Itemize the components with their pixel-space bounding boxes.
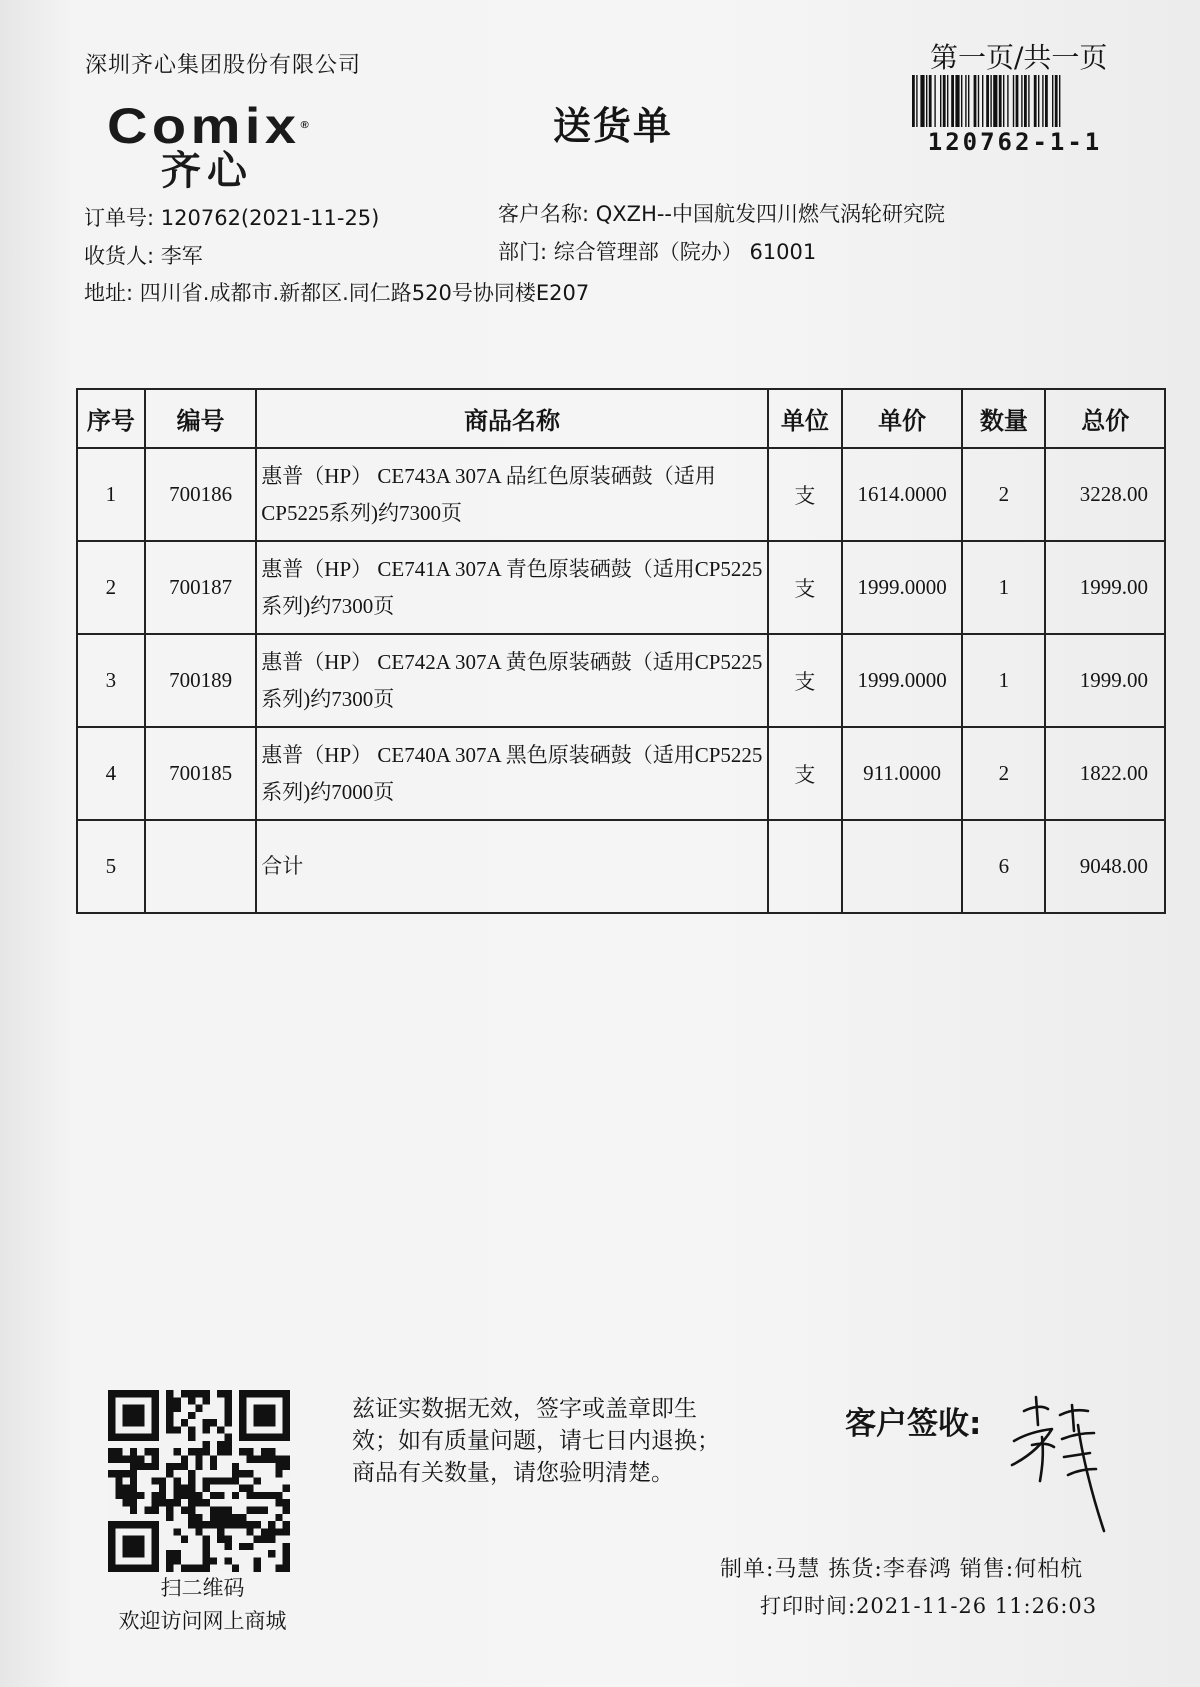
department-value: 综合管理部（院办） 61001 (553, 240, 817, 264)
customer-name (498, 198, 945, 228)
barcode-number: 120762-1-1 (927, 128, 1103, 156)
order-number-value: 120762(2021-11-25) (160, 206, 380, 230)
header-total: 总价 (1045, 389, 1165, 448)
cell-total: 1999.00 (1045, 634, 1165, 727)
customer-sign-label: 客户签收: (845, 1406, 982, 1442)
document-title: 送货单 (553, 104, 674, 148)
cell-name: 惠普（HP） CE740A 307A 黑色原装硒鼓（适用CP5225系列)约7000页 (256, 727, 768, 820)
header-code: 编号 (145, 389, 256, 448)
cell-unit: 支 (768, 634, 842, 727)
table-row-total (77, 820, 1165, 913)
header-seq: 序号 (77, 389, 145, 448)
customer-label: 客户名称: (498, 202, 590, 226)
cell-unit: 支 (768, 541, 842, 634)
items-table (76, 388, 1166, 914)
cell-code: 700185 (145, 727, 256, 820)
company-name: 深圳齐心集团股份有限公司 (85, 53, 362, 78)
table-row (77, 634, 1165, 727)
comix-logo (107, 98, 309, 194)
logo-chinese: 齐心 (161, 148, 253, 194)
table-header-row (77, 389, 1165, 448)
notice-text (352, 1393, 720, 1489)
cell-code: 700189 (145, 634, 256, 727)
print-time: 打印时间:2021-11-26 11:26:03 (760, 1594, 1098, 1618)
table-row (77, 448, 1165, 541)
cell-total: 1822.00 (1045, 727, 1165, 820)
notice-line-1: 兹证实数据无效，签字或盖章即生 (352, 1396, 697, 1422)
page-info: 第一页/共一页 (930, 41, 1108, 74)
address (84, 277, 589, 307)
table-row (77, 727, 1165, 820)
cell-total: 9048.00 (1045, 820, 1165, 913)
cell-seq: 4 (77, 727, 145, 820)
cell-price: 1999.0000 (842, 541, 963, 634)
customer-value: QXZH--中国航发四川燃气涡轮研究院 (595, 202, 946, 226)
header-name: 商品名称 (256, 389, 768, 448)
customer-signature (1002, 1385, 1122, 1535)
barcode-image (910, 75, 1118, 127)
cell-seq: 3 (77, 634, 145, 727)
cell-price: 911.0000 (842, 727, 963, 820)
cell-qty: 1 (962, 541, 1045, 634)
cell-unit: 支 (768, 727, 842, 820)
receiver (84, 240, 203, 270)
receiver-label: 收货人: (84, 244, 155, 268)
header-qty: 数量 (962, 389, 1045, 448)
qr-caption-line-1: 扫二维码 (160, 1576, 245, 1600)
staff-info: 制单:马慧 拣货:李春鸿 销售:何柏杭 (720, 1557, 1084, 1582)
cell-qty: 6 (962, 820, 1045, 913)
cell-name: 合计 (256, 820, 768, 913)
cell-total: 3228.00 (1045, 448, 1165, 541)
cell-total: 1999.00 (1045, 541, 1165, 634)
notice-line-3: 商品有关数量，请您验明清楚。 (352, 1460, 674, 1486)
cell-code (145, 820, 256, 913)
notice-line-2: 效；如有质量问题，请七日内退换； (352, 1428, 720, 1454)
logo-english: Comix® (107, 98, 309, 154)
cell-qty: 2 (962, 448, 1045, 541)
cell-qty: 1 (962, 634, 1045, 727)
cell-seq: 2 (77, 541, 145, 634)
cell-name: 惠普（HP） CE742A 307A 黄色原装硒鼓（适用CP5225系列)约7300页 (256, 634, 768, 727)
header-unit: 单位 (768, 389, 842, 448)
header-price: 单价 (842, 389, 963, 448)
cell-name: 惠普（HP） CE743A 307A 品红色原装硒鼓（适用CP5225系列)约7300页 (256, 448, 768, 541)
qr-caption (90, 1572, 315, 1638)
cell-seq: 1 (77, 448, 145, 541)
receiver-value: 李军 (160, 244, 203, 268)
cell-unit: 支 (768, 448, 842, 541)
cell-price: 1614.0000 (842, 448, 963, 541)
address-label: 地址: (84, 281, 134, 305)
department-label: 部门: (498, 240, 548, 264)
cell-price (842, 820, 963, 913)
cell-code: 700187 (145, 541, 256, 634)
qr-code-image (107, 1390, 291, 1572)
table-row (77, 541, 1165, 634)
order-number-label: 订单号: (84, 206, 155, 230)
cell-qty: 2 (962, 727, 1045, 820)
order-number (84, 202, 379, 232)
cell-price: 1999.0000 (842, 634, 963, 727)
cell-name: 惠普（HP） CE741A 307A 青色原装硒鼓（适用CP5225系列)约7300页 (256, 541, 768, 634)
cell-seq: 5 (77, 820, 145, 913)
address-value: 四川省.成都市.新都区.同仁路520号协同楼E207 (139, 281, 590, 305)
qr-caption-line-2: 欢迎访问网上商城 (118, 1609, 287, 1633)
cell-unit (768, 820, 842, 913)
cell-code: 700186 (145, 448, 256, 541)
department (498, 236, 816, 266)
